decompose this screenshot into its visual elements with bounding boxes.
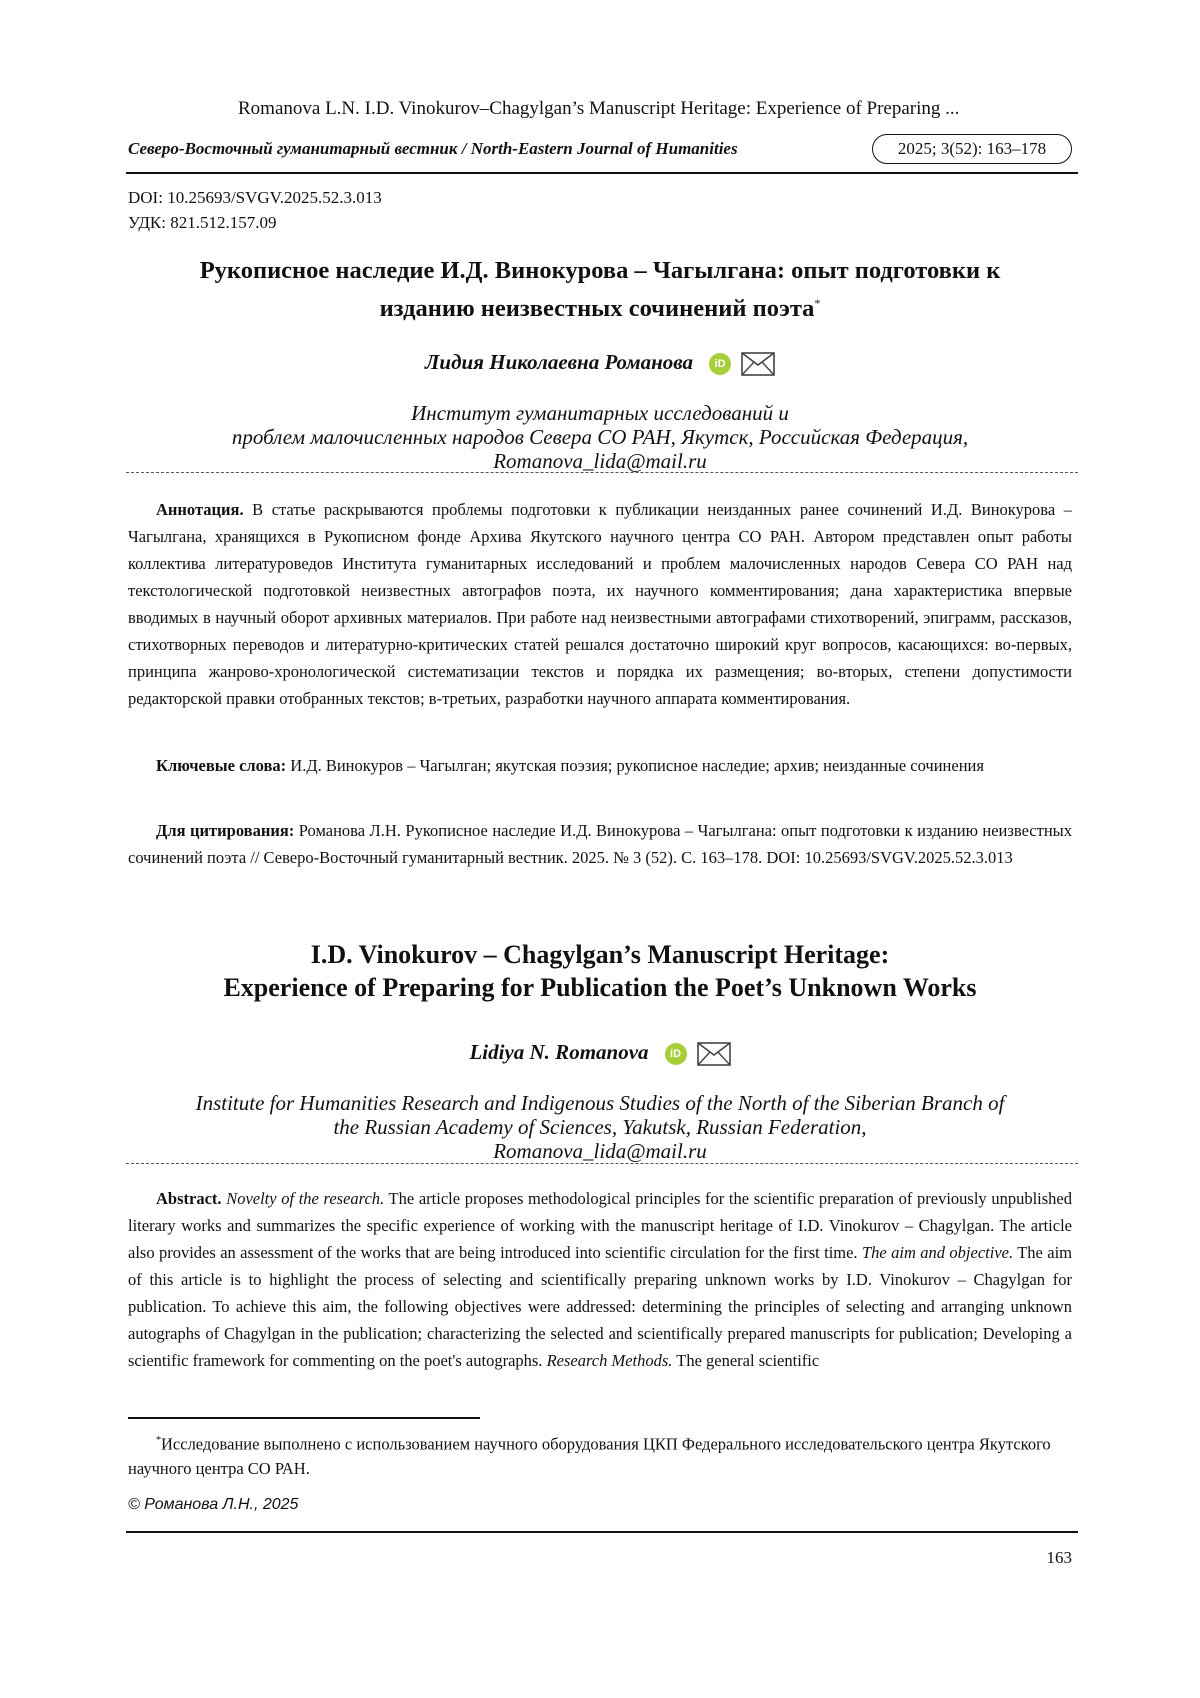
footer-divider <box>126 1531 1078 1533</box>
article-title-ru <box>128 255 1072 325</box>
abstract-ru: Аннотация. В статье раскрываются проблемы подготовки к публикации неизданных ранее сочинений И.Д. Винокурова – Чагылгана, хранящихся в Рукописном фонде Архива Якутского научного центра СО РАН. Автором представлен опыт работы коллектива литературоведов Института гуманитарных исследований и проблем малочисленных народов Севера СО РАН над текстологической подготовкой неизвестных автографов поэта, их научного комментирования; дана характеристика впервые вводимых в научный оборот архивных материалов. При работе над неизвестными автографами стихотворений, эпиграмм, рассказов, стихотворных переводов и литературно-критических статей решался достаточно широкий круг вопросов, касающихся: во-первых, принципа жанрово-хронологической систематизации текстов и порядка их размещения; во-вторых, степени допустимости редакторской правки отобранных текстов; в-третьих, разработки научного аппарата комментирования. <box>128 500 1073 708</box>
author-ru-line <box>0 350 1200 376</box>
title-ru-line1: Рукописное наследие И.Д. Винокурова – Чагылгана: опыт подготовки к <box>199 257 1001 284</box>
affiliation-en: Institute for Humanities Research and Indigenous Studies of the North of the Siberian Branch of the Russian Academy of Sciences, Yakutsk, Russian Federation, Romanova_lida@mail.ru <box>128 1091 1072 1163</box>
orcid-icon[interactable]: iD <box>709 353 731 375</box>
author-name-en: Lidiya N. Romanova <box>469 1040 649 1064</box>
running-title: Romanova L.N. I.D. Vinokurov–Chagylgan’s Manuscript Heritage: Experience of Preparing ... <box>238 98 960 119</box>
author-email-ru[interactable]: Romanova_lida@mail.ru <box>493 449 707 473</box>
orcid-icon[interactable]: iD <box>665 1043 687 1065</box>
page-number: 163 <box>1046 1548 1072 1567</box>
citation-ru: Для цитирования: Романова Л.Н. Рукописное наследие И.Д. Винокурова – Чагылгана: опыт подготовки к изданию неизвестных сочинений поэта // Северо-Восточный гуманитарный вестник. 2025. № 3 (52). С. 163–178. DOI: 10.25693/SVGV.2025.52.3.013 <box>128 821 1073 867</box>
issue-badge: 2025; 3(52): 163–178 <box>872 134 1072 164</box>
author-email-en[interactable]: Romanova_lida@mail.ru <box>493 1139 707 1163</box>
udk: УДК: 821.512.157.09 <box>128 213 277 232</box>
title-ru-line2: изданию неизвестных сочинений поэта* <box>379 295 821 323</box>
email-icon[interactable] <box>741 352 775 376</box>
footnote-marker: * <box>814 296 821 310</box>
author-en-line <box>0 1040 1200 1066</box>
footnote-divider <box>128 1417 480 1419</box>
dashed-divider <box>126 472 1078 473</box>
email-icon[interactable] <box>697 1042 731 1066</box>
footnote: *Исследование выполнено с использованием научного оборудования ЦКП Федерального исследовательского центра Якутского научного центра СО РАН. <box>128 1434 1051 1478</box>
abstract-en: Abstract. Novelty of the research. The article proposes methodological principles for the scientific preparation of previously unpublished literary works and summarizes the specific experience of working with the manuscript heritage of I.D. Vinokurov – Chagylgan. The article also provides an assessment of the works that are being introduced into scientific circulation for the first time. The aim and objective. The aim of this article is to highlight the process of selecting and scientifically preparing unknown works by I.D. Vinokurov – Chagylgan for publication. To achieve this aim, the following objectives were addressed: determining the principles of selecting and arranging unknown autographs of Chagylgan in the publication; characterizing the selected and scientifically prepared manuscripts for publication; Developing a scientific framework for commenting on the poet's autographs. Research Methods. The general scientific <box>128 1189 1072 1370</box>
header-divider <box>126 172 1078 174</box>
dashed-divider <box>126 1163 1078 1164</box>
copyright: © Романова Л.Н., 2025 <box>128 1496 299 1513</box>
article-title-en: I.D. Vinokurov – Chagylgan’s Manuscript Heritage: Experience of Preparing for Publication the Poet’s Unknown Works <box>223 940 977 1002</box>
doi: DOI: 10.25693/SVGV.2025.52.3.013 <box>128 188 382 207</box>
author-name-ru: Лидия Николаевна Романова <box>424 350 694 374</box>
keywords-ru: Ключевые слова: И.Д. Винокуров – Чагылган; якутская поэзия; рукописное наследие; архив; неизданные сочинения <box>156 756 984 775</box>
journal-name: Северо-Восточный гуманитарный вестник / North-Eastern Journal of Humanities <box>128 139 738 158</box>
affiliation-ru: Институт гуманитарных исследований и проблем малочисленных народов Севера СО РАН, Якутск, Российская Федерация, Romanova_lida@mail.ru <box>128 401 1072 473</box>
